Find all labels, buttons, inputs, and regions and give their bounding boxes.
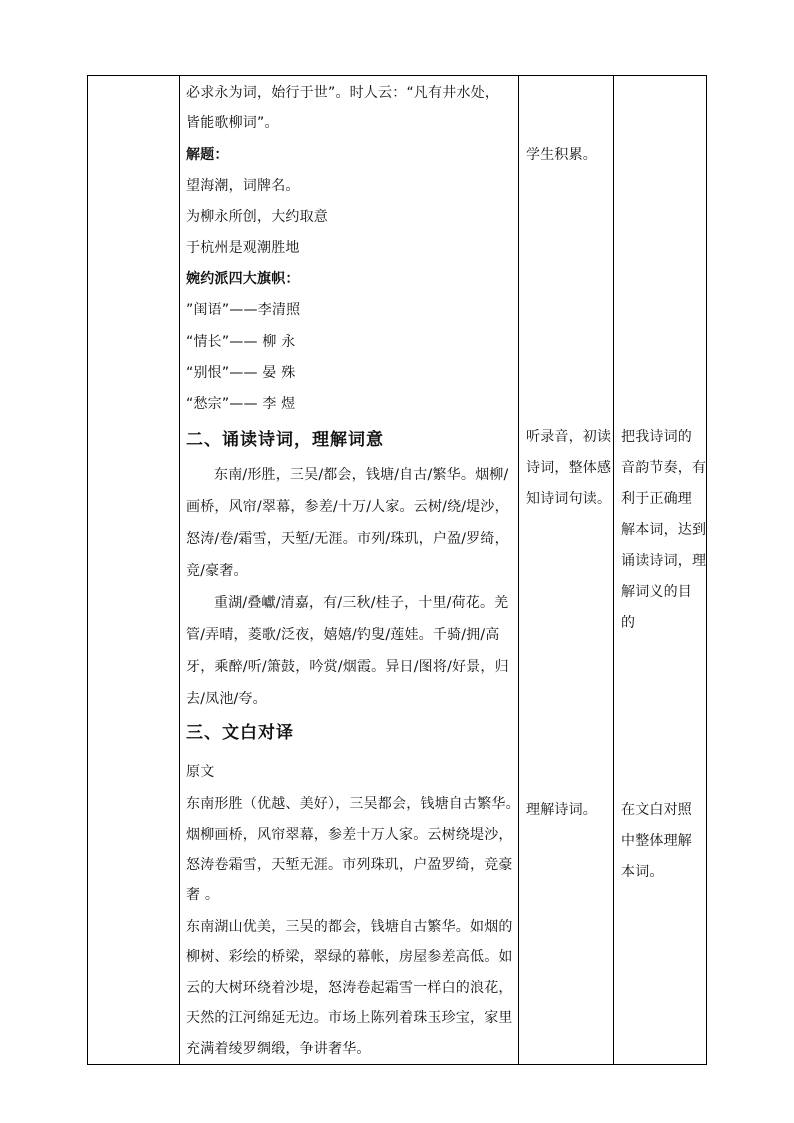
table-border-bottom	[87, 1064, 707, 1065]
intent-note: 音韵节奏，有	[621, 460, 707, 476]
intent-note: 利于正确理	[621, 491, 692, 507]
yuanwen-line: 怒涛卷霜雪，天堑无涯。市列珠玑，户盈罗绮，竞豪	[186, 857, 513, 873]
intent-note: 在文白对照	[621, 802, 692, 818]
intent-note: 把我诗词的	[621, 429, 692, 445]
wanyue-heading: 婉约派四大旗帜：	[186, 271, 300, 287]
jieti-line: 望海潮，词牌名。	[186, 178, 300, 194]
intro-line: 必求永为词，始行于世”。时人云：“凡有井水处，	[186, 85, 500, 101]
poem-line: 去/凤池/夸。	[186, 691, 267, 707]
poem-line: 竞/豪奢。	[186, 563, 248, 579]
intent-note: 解本词，达到	[621, 522, 707, 538]
table-border-left	[87, 75, 88, 1065]
activity-note: 理解诗词。	[526, 802, 597, 818]
poem-line: 重湖/叠巘/清嘉，有/三秋/桂子，十里/荷花。羌	[214, 595, 509, 611]
wanyue-line: ”闺语”——李清照	[186, 302, 301, 318]
yuanwen-line: 烟柳画桥，风帘翠幕，参差十万人家。云树绕堤沙，	[186, 827, 513, 843]
translation-line: 东南湖山优美，三吴的都会，钱塘自古繁华。如烟的	[186, 919, 513, 935]
yuanwen-label: 原文	[186, 764, 215, 780]
wanyue-line: “别恨”—— 晏 殊	[186, 365, 296, 381]
translation-line: 天然的江河绵延无边。市场上陈列着珠玉珍宝，家里	[186, 1010, 513, 1026]
poem-line: 管/弄晴，菱歌/泛夜，嬉嬉/钓叟/莲娃。千骑/拥/高	[186, 627, 500, 643]
translation-line: 充满着绫罗绸缎，争讲奢华。	[186, 1041, 371, 1057]
table-border-top	[87, 75, 707, 76]
intro-line: 皆能歌柳词”。	[186, 115, 279, 131]
activity-note: 学生积累。	[526, 147, 597, 163]
section-title: 三、文白对译	[186, 723, 294, 743]
poem-line: 牙，乘醉/听/箫鼓，吟赏/烟霞。异日/图将/好景，归	[186, 659, 509, 675]
poem-line: 东南/形胜，三吴/都会，钱塘/自古/繁华。烟柳/	[214, 467, 509, 483]
translation-line: 柳树、彩绘的桥梁，翠绿的幕帐，房屋参差高低。如	[186, 949, 513, 965]
intent-note: 诵读诗词，理	[621, 553, 707, 569]
wanyue-line: “情长”—— 柳 永	[186, 334, 296, 350]
translation-line: 云的大树环绕着沙堤，怒涛卷起霜雪一样白的浪花，	[186, 980, 513, 996]
wanyue-line: “愁宗”—— 李 煜	[186, 396, 296, 412]
section-title: 二、诵读诗词，理解词意	[186, 430, 384, 450]
poem-line: 怒涛/卷/霜雪，天堑/无涯。市列/珠玑，户盈/罗绮，	[186, 531, 509, 547]
jieti-heading: 解题：	[186, 147, 229, 163]
activity-note: 知诗词句读。	[526, 491, 612, 507]
intent-note: 本词。	[621, 864, 664, 880]
table-divider-3	[613, 75, 614, 1065]
table-divider-1	[179, 75, 180, 1065]
yuanwen-line: 奢 。	[186, 887, 220, 903]
table-divider-2	[518, 75, 519, 1065]
intent-note: 的	[621, 615, 636, 631]
jieti-line: 为柳永所创，大约取意	[186, 209, 328, 225]
intent-note: 解词义的目	[621, 584, 692, 600]
yuanwen-line: 东南形胜（优越、美好），三吴都会，钱塘自古繁华。	[186, 796, 520, 812]
activity-note: 听录音，初读	[526, 429, 612, 445]
poem-line: 画桥，风帘/翠幕，参差/十万/人家。云树/绕/堤沙，	[186, 499, 509, 515]
jieti-line: 于杭州是观潮胜地	[186, 240, 300, 256]
activity-note: 诗词，整体感	[526, 460, 612, 476]
intent-note: 中整体理解	[621, 833, 692, 849]
